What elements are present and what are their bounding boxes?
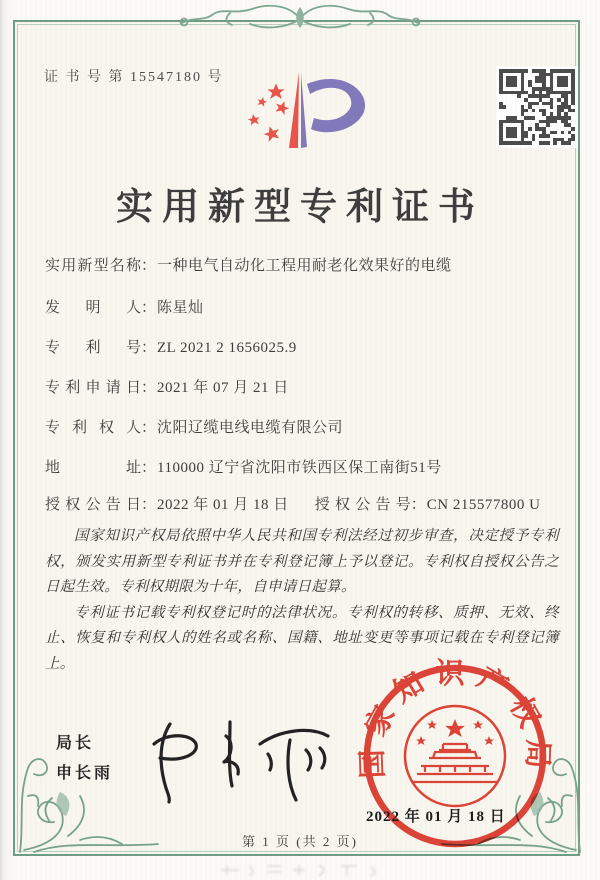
page-number: 第 1 页 (共 2 页) (242, 834, 358, 849)
seal-date: 2022 年 01 月 18 日 (366, 809, 506, 825)
field-label: 专利申请日 (45, 380, 141, 396)
field-value: CN 215577800 U (426, 497, 541, 513)
field-label: 授权公告号 (314, 497, 411, 513)
field-colon: ： (141, 300, 157, 316)
field-row-patentee (45, 417, 570, 439)
certificate-title: 实用新型专利证书 (116, 187, 484, 228)
field-row-grant (45, 494, 570, 516)
field-colon: ： (141, 420, 157, 436)
seal-text: 国家知识产权局 (356, 658, 554, 780)
logo-p-bowl (307, 79, 365, 132)
field-label: 专利号 (45, 340, 141, 356)
certificate-number: 证 书 号 第 15547180 号 (44, 70, 224, 85)
ghost-print (215, 862, 385, 878)
field-row-filing-date (45, 377, 570, 399)
logo-spike-red (289, 72, 299, 148)
commissioner-signature (140, 710, 340, 810)
field-colon: ： (141, 497, 157, 513)
field-label: 授权公告日 (45, 497, 141, 513)
logo-spike-purple (301, 73, 307, 148)
field-colon: ： (141, 258, 157, 274)
field-value: 沈阳辽缆电线电缆有限公司 (157, 420, 344, 436)
field-colon: ： (410, 497, 426, 513)
field-label: 实用新型名称 (45, 258, 141, 274)
ornament-center-leaf (296, 7, 304, 28)
cnipa-logo (225, 62, 375, 167)
field-colon: ： (141, 380, 157, 396)
field-label: 专利权人 (45, 420, 141, 436)
commissioner-name: 申长雨 (56, 765, 114, 782)
legal-paragraph: 专利证书记载专利权登记时的法律状况。专利权的转移、质押、无效、终止、恢复和专利权人的姓名或名称、国籍、地址变更等事项记载在专利登记簿上。 (45, 604, 559, 672)
field-label: 地址 (45, 460, 141, 476)
commissioner-title: 局长 (56, 735, 95, 752)
field-row-address (45, 457, 570, 479)
field-value: 2022 年 01 月 18 日 (157, 497, 289, 513)
field-colon: ： (141, 340, 157, 356)
seal-national-emblem (405, 706, 505, 806)
field-value: 一种电气自动化工程用耐老化效果好的电缆 (157, 258, 452, 274)
logo-stars (247, 84, 291, 143)
field-value: 110000 辽宁省沈阳市铁西区保工南街51号 (157, 460, 442, 476)
legal-text (45, 524, 559, 677)
field-value: 2021 年 07 月 21 日 (157, 380, 289, 396)
legal-paragraph: 国家知识产权局依照中华人民共和国专利法经过初步审查，决定授予专利权，颁发实用新型专利证书并在专利登记簿上予以登记。专利权自授权公告之日起生效。专利权期限为十年，自申请日起算。 (45, 528, 559, 595)
top-scroll-ornament (172, 1, 428, 35)
field-row-inventor (45, 297, 570, 319)
field-row-name (45, 255, 570, 277)
svg-text:国家知识产权局 (355, 658, 553, 779)
field-row-patent-no (45, 337, 570, 359)
field-colon: ： (141, 460, 157, 476)
field-value: ZL 2021 2 1656025.9 (157, 340, 297, 356)
field-value: 陈星灿 (157, 300, 204, 316)
field-label: 发明人 (45, 300, 141, 316)
qr-code (496, 66, 578, 148)
